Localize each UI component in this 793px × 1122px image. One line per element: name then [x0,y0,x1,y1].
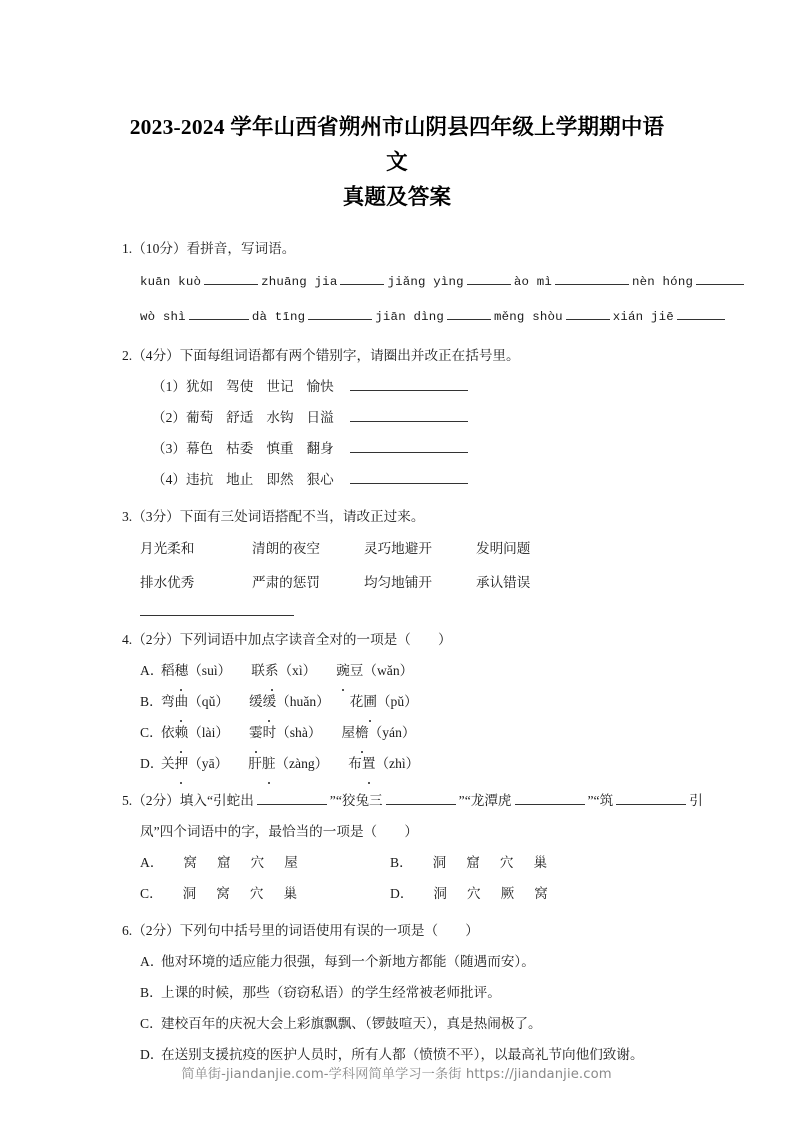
question-4-score: （2分） [132,632,180,647]
item-pre: 缓 [248,694,263,709]
emphasis-dot-char: 穗 [175,655,189,686]
item-post: （zàng） [275,756,329,771]
word: 翻身 [306,441,334,456]
question-1-pinyin-row-1 [122,264,694,299]
option-word: 洞 [433,886,448,901]
question-5-text-3: ”“龙潭虎 [458,793,512,808]
question-1-text: 看拼音，写词语。 [186,241,296,256]
word: 舒适 [226,410,254,425]
question-1-score: （10分） [132,241,187,256]
question-5-option-row-1 [122,847,672,878]
answer-blank[interactable] [447,306,491,320]
emphasis-dot-char: 置 [362,748,376,779]
question-5-text-1: 填入“引蛇出 [179,793,254,808]
word: 枯委 [226,441,254,456]
question-1-number: 1. [122,241,133,256]
question-1 [122,233,694,334]
item-pre: 联 [251,663,265,678]
answer-blank[interactable] [696,271,744,285]
question-4-text: 下列词语中加点字读音全对的一项是（ ） [179,632,452,647]
answer-blank[interactable] [555,271,629,285]
option-label: A． [140,855,164,870]
option-text: 上课的时候，那些（窃窃私语）的学生经常被老师批评。 [161,985,501,1000]
option-text: 他对环境的适应能力很强，每到一个新地方都能（随遇而安）。 [161,954,535,969]
item-pre: 关 [161,756,175,771]
question-5-stem-line2: 凤”四个词语中的字，最恰当的一项是（ ） [140,824,418,839]
question-2-stem [122,340,672,371]
option-item [161,686,229,717]
option-label: C． [140,1016,163,1031]
page-title-line2: 真题及答案 [342,185,452,209]
word: 日溢 [306,410,334,425]
group-label: （2） [152,410,186,425]
answer-blank[interactable] [386,791,456,805]
question-6-number: 6. [122,923,133,938]
question-1-stem [122,233,672,264]
pinyin-ao-mi: ào mì [513,275,552,289]
option-label: D． [390,886,414,901]
phrase: 严肃的惩罚 [252,575,320,590]
emphasis-dot-char: 赖 [175,717,189,748]
option-item [249,686,330,717]
pinyin-jian-ding: jiān dìng [375,310,445,324]
answer-blank[interactable] [350,408,468,422]
option-item [161,717,229,748]
answer-blank[interactable] [350,470,468,484]
page-title [122,110,672,215]
option-word: 窝 [183,855,198,870]
option-item [350,686,418,717]
emphasis-dot-char: 圃 [363,686,377,717]
option-item [248,748,328,779]
option-word: 穴 [250,855,265,870]
word: 幕色 [185,441,214,456]
option-label: B． [390,855,413,870]
question-5-text-4: ”“筑 [587,793,614,808]
word: 即然 [266,472,294,487]
word: 慎重 [266,441,294,456]
option-word: 窟 [466,855,480,870]
question-2-text: 下面每组词语都有两个错别字，请圈出并改正在括号里。 [179,348,520,363]
phrase: 灵巧地避开 [364,541,432,556]
answer-blank[interactable] [308,306,372,320]
answer-blank[interactable] [257,791,327,805]
question-3 [122,501,672,616]
option-label: A． [140,663,164,678]
question-3-score: （3分） [132,509,180,524]
option-word: 巢 [533,855,548,870]
option-word: 窝 [216,886,230,901]
question-5-stem-line1 [122,785,703,816]
answer-blank[interactable] [677,306,725,320]
question-3-text: 下面有三处词语搭配不当，请改正过来。 [179,509,425,524]
question-3-stem [122,501,672,532]
emphasis-dot-char: 缓 [263,686,277,717]
emphasis-dot-char: 豌 [336,655,350,686]
word: 违抗 [185,472,214,487]
option-label: B． [140,694,163,709]
exam-content [122,110,703,1076]
emphasis-dot-char: 脏 [262,748,276,779]
word: 世记 [266,379,294,394]
item-post: （huǎn） [276,694,330,709]
answer-blank[interactable] [350,439,468,453]
question-2-score: （4分） [132,348,180,363]
question-5-option-c[interactable] [140,878,390,909]
question-2-number: 2. [122,348,133,363]
option-label: B． [140,985,163,1000]
question-6 [122,915,672,1070]
group-label: （1） [152,379,186,394]
group-label: （4） [152,472,186,487]
option-label: A． [140,954,164,969]
answer-blank[interactable] [616,791,686,805]
item-post: （zhì） [375,756,420,771]
option-word: 洞 [182,886,197,901]
option-item [341,717,415,748]
question-2-group-2 [122,402,672,433]
option-label: D． [140,1047,164,1062]
option-text: 在送别支援抗疫的医护人员时，所有人都（愤愤不平），以最高礼节向他们致谢。 [161,1047,644,1062]
item-post: 豆（wǎn） [349,663,414,678]
question-6-text: 下列句中括号里的词语使用有误的一项是（ ） [179,923,479,938]
item-pre: 依 [161,725,175,740]
question-1-pinyin-row-2 [122,299,672,334]
question-5-option-row-2 [122,878,672,909]
item-post: （lài） [188,725,229,740]
question-5-text-5: 引 [689,793,703,808]
pinyin-nen-hong: nèn hóng [632,275,694,289]
option-word: 厥 [500,886,515,901]
answer-blank[interactable] [566,306,610,320]
word: 水钩 [266,410,294,425]
question-4-stem [122,624,672,655]
emphasis-dot-char: 押 [175,748,189,779]
question-3-answer-line[interactable] [140,614,294,616]
question-4-option-a[interactable] [122,655,672,686]
answer-blank[interactable] [204,271,258,285]
answer-blank[interactable] [189,306,249,320]
word: 地止 [226,472,254,487]
option-word: 窟 [217,855,231,870]
question-6-stem [122,915,672,946]
pinyin-zhuang-jia: zhuāng jia [261,275,338,289]
pinyin-xian-jie: xián jiē [612,310,674,324]
option-word: 屋 [284,855,298,870]
emphasis-dot-char: 系 [265,655,279,686]
option-item [251,655,316,686]
option-text: 建校百年的庆祝大会上彩旗飘飘、（锣鼓喧天），真是热闹极了。 [161,1016,542,1031]
word: 驾使 [226,379,254,394]
question-5-number: 5. [122,793,133,808]
word: 狠心 [306,472,334,487]
phrase: 承认错误 [476,575,531,590]
question-3-number: 3. [122,509,133,524]
emphasis-dot-char: 曲 [175,686,189,717]
emphasis-dot-char: 霎 [249,717,263,748]
question-2-group-4 [122,464,672,495]
option-word: 穴 [499,855,514,870]
pinyin-kuan-kuo: kuān kuò [140,275,202,289]
emphasis-dot-char: 檐 [355,717,369,748]
question-4 [122,624,672,779]
question-4-option-d[interactable] [122,748,672,779]
option-item [336,655,413,686]
question-6-option-b[interactable] [122,977,672,1008]
question-2-group-3 [122,433,672,464]
item-pre: 屋 [341,725,356,740]
question-3-phrase-row-1 [122,532,672,566]
option-label: D． [140,756,164,771]
question-6-score: （2分） [132,923,180,938]
question-2 [122,340,672,495]
question-5 [122,785,703,909]
answer-blank[interactable] [467,271,511,285]
option-item [249,717,322,748]
question-6-option-a[interactable] [122,946,672,977]
answer-blank[interactable] [350,377,468,391]
option-item [161,748,228,779]
phrase: 均匀地铺开 [364,575,432,590]
question-5-score: （2分） [132,793,180,808]
item-pre: 花 [349,694,364,709]
item-pre: 稻 [161,663,175,678]
word: 葡萄 [185,410,214,425]
item-post: （yā） [188,756,229,771]
answer-blank[interactable] [515,791,585,805]
question-3-phrase-row-2 [122,566,672,600]
option-word: 穴 [249,886,264,901]
option-word: 穴 [467,886,481,901]
item-post: （suì） [188,663,232,678]
item-post: （pǔ） [376,694,418,709]
word: 犹如 [185,379,214,394]
question-4-option-b[interactable] [122,686,672,717]
phrase: 排水优秀 [140,575,195,590]
pinyin-meng-shou: měng shòu [494,310,563,324]
item-post: （qǔ） [188,694,229,709]
item-pre: 弯 [161,694,175,709]
question-6-option-c[interactable] [122,1008,672,1039]
question-2-group-1 [122,371,672,402]
option-label: C． [140,725,163,740]
option-item [161,655,231,686]
option-word: 巢 [283,886,298,901]
page-footer: 简单街-jiandanjie.com-学科网简单学习一条街 https://jiandanjie.com [181,1067,612,1082]
phrase: 清朗的夜空 [252,541,320,556]
question-5-option-b[interactable] [390,847,567,878]
pinyin-wo-shi: wò shì [140,310,186,324]
option-word: 窝 [534,886,548,901]
question-4-number: 4. [122,632,133,647]
pinyin-da-ting: dà tīng [251,310,306,324]
option-label: C． [140,886,163,901]
item-post: （yán） [368,725,416,740]
phrase: 月光柔和 [140,541,195,556]
question-5-text-2: ”“狡兔三 [329,793,383,808]
pinyin-jiang-ying: jiǎng yìng [387,275,464,289]
option-item [348,748,419,779]
item-post: 时（shà） [262,725,322,740]
item-pre: 肝 [248,756,262,771]
item-post: （xì） [278,663,317,678]
word: 愉快 [306,379,334,394]
group-label: （3） [152,441,186,456]
page-title-line1: 2023-2024 学年山西省朔州市山阴县四年级上学期期中语文 [129,115,665,174]
question-5-option-d[interactable] [390,878,568,909]
phrase: 发明问题 [476,541,531,556]
option-word: 洞 [432,855,447,870]
question-5-option-a[interactable] [140,847,390,878]
item-pre: 布 [348,756,362,771]
question-4-option-c[interactable] [122,717,672,748]
answer-blank[interactable] [340,271,384,285]
